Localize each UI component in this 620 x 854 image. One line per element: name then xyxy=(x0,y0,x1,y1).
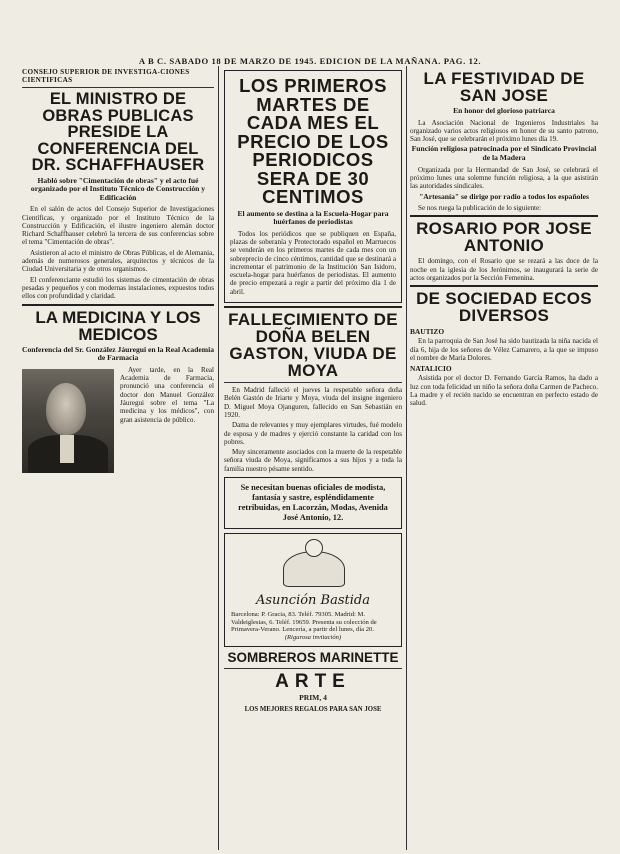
column-2 xyxy=(224,68,402,850)
subhead-price: El aumento se destina a la Escuela-Hogar para huérfanos de periodistas xyxy=(237,208,389,227)
paragraph: Asistieron al acto el ministro de Obras Públicas, el de Alemania, además de numerosos generales, arquitectos y técnicos de la Ciudad Universitaria y de otros organismos. xyxy=(22,248,214,274)
paragraph: Dama de relevantes y muy ejemplares virtudes, fué modelo de esposa y de madres y ejerció constante la caridad con los pobres. xyxy=(224,421,402,446)
divider xyxy=(224,382,402,383)
notice: Se nos ruega la publicación de lo siguiente: xyxy=(418,204,542,213)
portrait-photo xyxy=(22,369,114,473)
headline-festividad: LA FESTIVIDAD DE SAN JOSE xyxy=(423,69,585,105)
paragraph: Todos los periódicos que se publiquen en España, plazas de soberanía y Protectorado español en Marruecos se venderán en los primeros martes de cada mes con un sobreprecio de cinco céntimos, cantidad que se destinará a incrementar el patrimonio de la Institución San Isidoro, escuela-hogar para huérfanos de periodistas. El aumento de precio empezará a regir a partir del próximo día 1 de abril. xyxy=(230,229,396,296)
paragraph: Muy sinceramente asociados con la muerte de la respetable señora viuda de Moya, significamos a sus hijos y a toda la familia nuestro pésame sentido. xyxy=(224,448,402,473)
column-3 xyxy=(410,68,598,850)
column-rule-2 xyxy=(406,66,407,850)
arte-address: PRIM, 4 xyxy=(299,692,327,702)
paragraph: Ayer tarde, en la Real Academia de Farmacia, pronunció una conferencia el doctor don Manuel González Jáuregui sobre el tema "La medicina y los médicos", con gran asistencia de público. xyxy=(120,365,214,424)
fashion-ad xyxy=(224,533,402,647)
headline-obituary: FALLECIMIENTO DE DOÑA BELEN GASTON, VIUDA DE MOYA xyxy=(228,310,398,381)
subhead-madera: Función religiosa patrocinada por el Sindicato Provincial de la Madera xyxy=(411,144,597,163)
kicker: CONSEJO SUPERIOR DE INVESTIGA-CIONES CIENTIFICAS xyxy=(22,68,190,84)
paragraph: Organizada por la Hermandad de San José, se celebrará el próximo lunes una solemne función religiosa, a la que asistirán las autoridades sindicales. xyxy=(410,165,598,191)
headline-sociedad: DE SOCIEDAD ECOS DIVERSOS xyxy=(416,289,592,326)
subhead-minister: Habló sobre "Cimentación de obras" y el acto fué organizado por el Instituto Técnico de Construcción y Edificación xyxy=(30,175,206,202)
section-natalicio: NATALICIO xyxy=(410,364,452,374)
paragraph: En el salón de actos del Consejo Superior de Investigaciones Científicas, y organizado por el Instituto Técnico de la Construcción y Edificación, el ilustre ingeniero alemán doctor Richard Schaffhauser celebró la tercera de sus conferencias sobre el tema "Cimentación de obras". xyxy=(22,205,214,247)
classified-ad-box xyxy=(224,477,402,529)
mannequin-illustration xyxy=(253,539,373,587)
arte-tagline: LOS MEJORES REGALOS PARA SAN JOSE xyxy=(244,705,382,713)
headline-price: LOS PRIMEROS MARTES DE CADA MES EL PRECIO DE LOS PERIODICOS SERA DE 30 CENTIMOS xyxy=(237,75,389,207)
subhead-festividad: En honor del glorioso patriarca xyxy=(453,106,555,115)
divider xyxy=(22,87,214,88)
divider xyxy=(224,668,402,669)
ad-invite: (Rigurosa invitación) xyxy=(284,633,342,641)
page-header: A B C. SABADO 18 DE MARZO DE 1945. EDICION DE LA MAÑANA. PAG. 12. xyxy=(138,56,482,66)
divider xyxy=(224,306,402,308)
subhead-medicina: Conferencia del Sr. González Jáuregui en la Real Academia de Farmacia xyxy=(22,344,214,363)
headline-medicina: LA MEDICINA Y LOS MEDICOS xyxy=(35,307,201,344)
section-bautizo: BAUTIZO xyxy=(410,327,445,337)
paragraph: En Madrid falleció el jueves la respetable señora doña Belén Gastón de Iriarte y Moya, viuda del insigne ingeniero D. Miguel Moya Ojanguren, fallecido en San Sebastián en 1920. xyxy=(224,386,402,419)
column-rule-1 xyxy=(218,66,219,850)
ad-text: Se necesitan buenas oficiales de modista, fantasía y sastre, espléndidamente retribuidas, en Lacorzán, Modas, Avenida José Antonio, 12. xyxy=(238,483,388,523)
paragraph: Asistida por el doctor D. Fernando García Ramos, ha dado a luz con toda felicidad un niño la señora doña Carmen de Pacheco. La madre y el recién nacido se encuentran en perfecto estado de salud. xyxy=(410,374,598,408)
ad-info: Barcelona: P. Gracia, 83. Teléf. 79305. Madrid: M. Valdeiglesias, 6. Teléf. 19659. Presenta su colección de Primavera-Verano. Lencería, a partir del lunes, día 20. xyxy=(231,611,377,634)
subhead-artesania: "Artesanía" se dirige por radio a todos los españoles xyxy=(419,191,589,201)
paragraph: En la parroquia de San José ha sido bautizada la niña nacida el día 6, hija de los señores de Vélez Camarero, a la que se impuso el nombre de María Dolores. xyxy=(410,337,598,362)
paragraph: El conferenciante estudió los sistemas de cimentación de obras pesadas y pequeños y con modernas instalaciones, expuestos todos ellos con profundidad y claridad. xyxy=(22,275,214,301)
column-1 xyxy=(22,68,214,850)
brand-marinette: SOMBREROS MARINETTE xyxy=(227,650,399,666)
brand-logo: Asunción Bastida xyxy=(255,593,370,609)
headline-rosario: ROSARIO POR JOSE ANTONIO xyxy=(416,219,592,256)
divider xyxy=(410,215,598,217)
headline-minister: EL MINISTRO DE OBRAS PUBLICAS PRESIDE LA CONFERENCIA DEL DR. SCHAFFHAUSER xyxy=(31,90,205,174)
divider xyxy=(22,304,214,306)
paragraph: La Asociación Nacional de Ingenieros Industriales ha organizado varios actos religiosos en honor de su santo patrono, San José, que se celebrarán el próximo lunes día 19. xyxy=(410,118,598,144)
price-notice-box xyxy=(224,70,402,303)
paragraph: El domingo, con el Rosario que se rezará a las doce de la noche en la iglesia de los Jerónimos, se inaugurará la serie de actos organizados por la Sección Femenina. xyxy=(410,257,598,283)
arte-title: ARTE xyxy=(275,670,351,692)
divider xyxy=(410,285,598,287)
